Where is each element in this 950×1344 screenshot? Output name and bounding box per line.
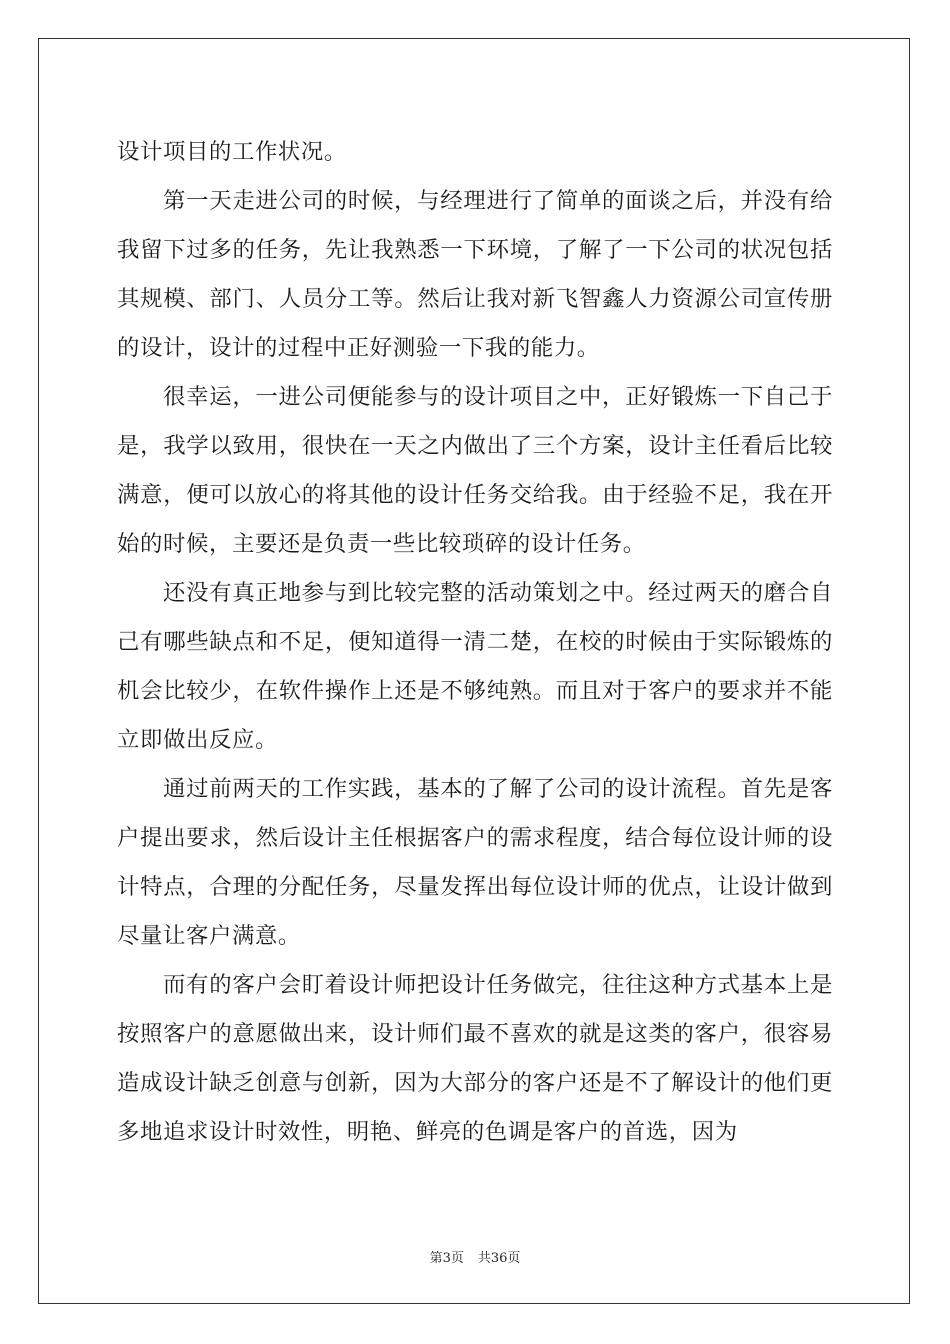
page-total: 共36页 (477, 1251, 521, 1266)
page-number: 第3页 (429, 1251, 464, 1266)
document-body (117, 128, 833, 1157)
paragraph-1: 设计项目的工作状况。 (117, 139, 347, 165)
page-footer (0, 1247, 950, 1266)
paragraph-4: 还没有真正地参与到比较完整的活动策划之中。经过两天的磨合自己有哪些缺点和不足，便知道得一清二楚，在校的时候由于实际锻炼的机会比较少，在软件操作上还是不够纯熟。而且对于客户的要求并不能立即做出反应。 (117, 580, 833, 753)
paragraph-6: 而有的客户会盯着设计师把设计任务做完，往往这种方式基本上是按照客户的意愿做出来，设计师们最不喜欢的就是这类的客户，很容易造成设计缺乏创意与创新，因为大部分的客户还是不了解设计的他们更多地追求设计时效性，明艳、鲜亮的色调是客户的首选，因为 (117, 972, 833, 1145)
paragraph-3: 很幸运，一进公司便能参与的设计项目之中，正好锻炼一下自己于是，我学以致用，很快在一天之内做出了三个方案，设计主任看后比较满意，便可以放心的将其他的设计任务交给我。由于经验不足，我在开始的时候，主要还是负责一些比较琐碎的设计任务。 (117, 384, 833, 557)
paragraph-5: 通过前两天的工作实践，基本的了解了公司的设计流程。首先是客户提出要求，然后设计主任根据客户的需求程度，结合每位设计师的设计特点，合理的分配任务，尽量发挥出每位设计师的优点，让设计做到尽量让客户满意。 (117, 776, 833, 949)
paragraph-2: 第一天走进公司的时候，与经理进行了简单的面谈之后，并没有给我留下过多的任务，先让我熟悉一下环境，了解了一下公司的状况包括其规模、部门、人员分工等。然后让我对新飞智鑫人力资源公司宣传册的设计，设计的过程中正好测验一下我的能力。 (117, 188, 833, 361)
